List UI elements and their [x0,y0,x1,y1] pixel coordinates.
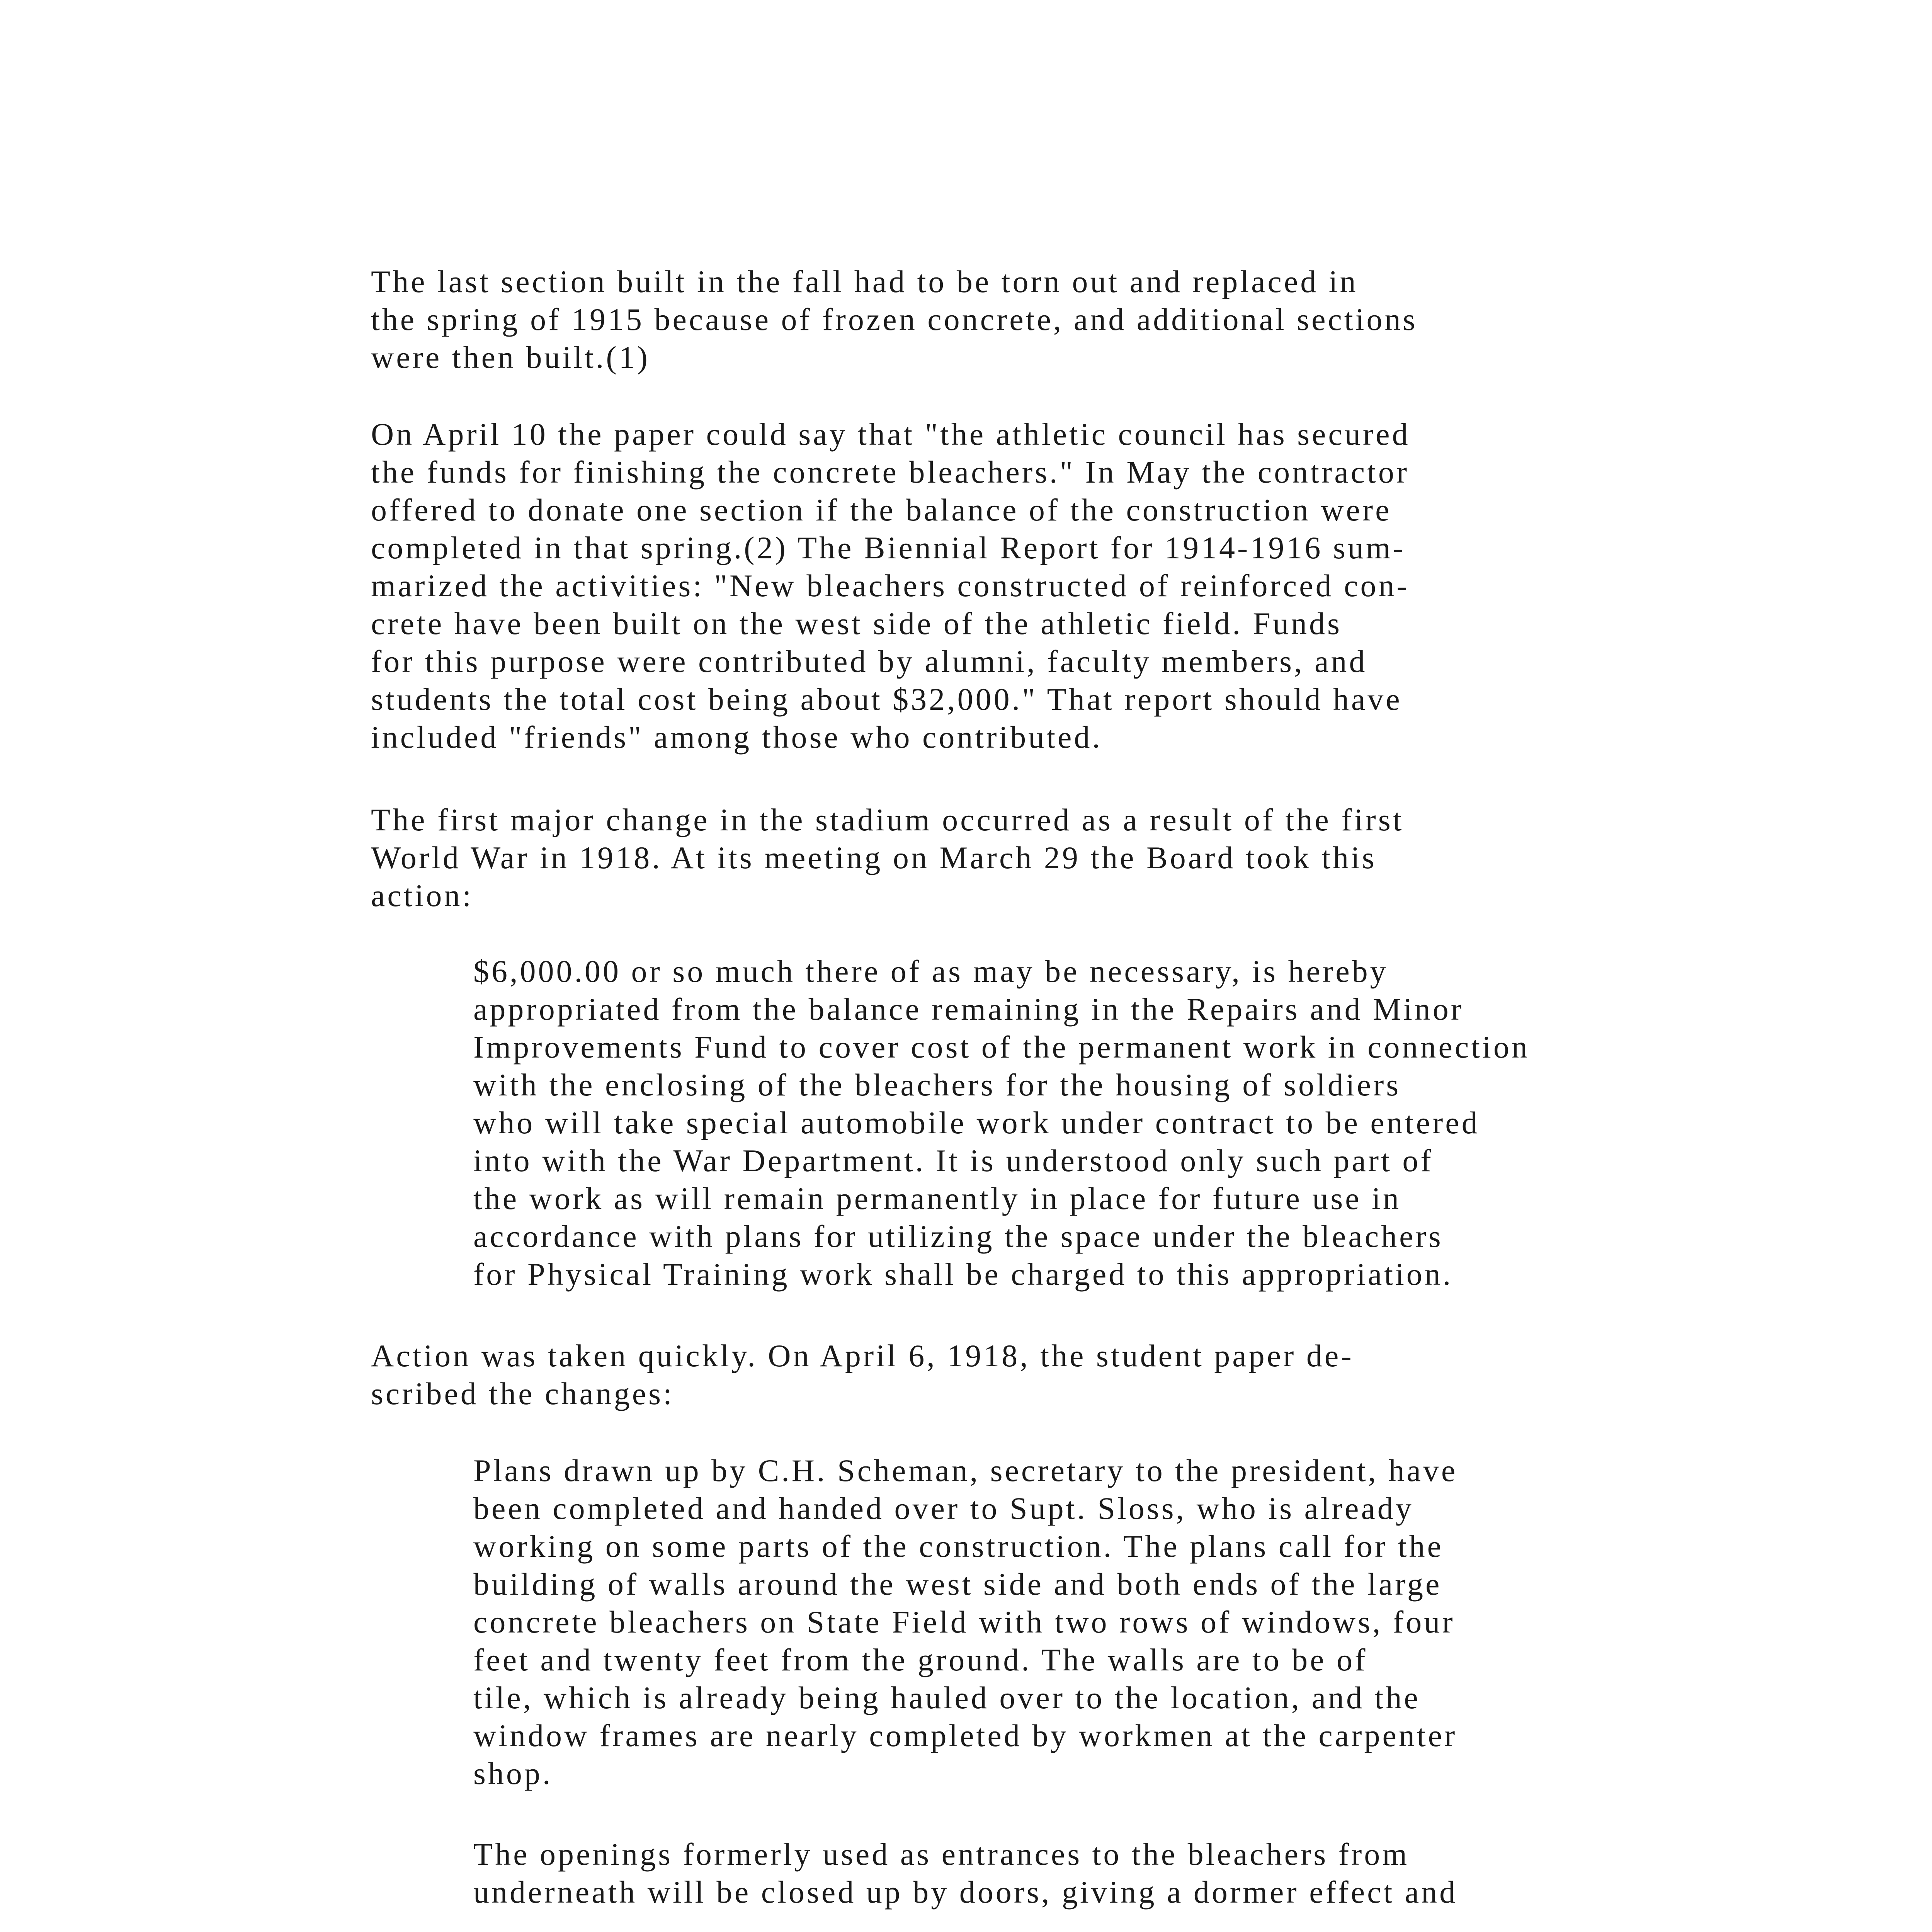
text-line: completed in that spring.(2) The Biennial Report for 1914-1916 sum- [371,530,1406,565]
text-line: into with the War Department. It is understood only such part of [473,1143,1434,1178]
text-line: the funds for finishing the concrete bleachers." In May the contractor [371,454,1410,490]
text-line: offered to donate one section if the balance of the construction were [371,492,1392,527]
text-line: included "friends" among those who contributed. [371,719,1102,755]
text-line: were then built.(1) [371,340,650,375]
text-line: for this purpose were contributed by alumni, faculty members, and [371,644,1367,679]
text-line: with the enclosing of the bleachers for the housing of soldiers [473,1067,1401,1102]
text-line: building of walls around the west side and both ends of the large [473,1566,1442,1602]
text-line: appropriated from the balance remaining in the Repairs and Minor [473,992,1464,1027]
text-line: underneath will be closed up by doors, giving a dormer effect and [473,1874,1458,1910]
text-line: concrete bleachers on State Field with two rows of windows, four [473,1604,1455,1639]
text-line: Plans drawn up by C.H. Scheman, secretary to the president, have [473,1453,1458,1488]
text-line: window frames are nearly completed by workmen at the carpenter [473,1718,1458,1753]
text-line: shop. [473,1756,553,1791]
text-line: The last section built in the fall had to be torn out and replaced in [371,264,1358,299]
body-paragraph [371,801,1747,915]
text-line: The openings formerly used as entrances to the bleachers from [473,1837,1410,1872]
text-line: On April 10 the paper could say that "the athletic council has secured [371,417,1410,452]
text-line: the work as will remain permanently in place for future use in [473,1181,1401,1216]
text-line: World War in 1918. At its meeting on March 29 the Board took this [371,840,1377,875]
body-paragraph [371,1337,1747,1413]
text-line: accordance with plans for utilizing the space under the bleachers [473,1219,1443,1254]
text-line: crete have been built on the west side of the athletic field. Funds [371,606,1342,641]
text-line: for Physical Training work shall be charged to this appropriation. [473,1257,1453,1292]
text-line: marized the activities: "New bleachers constructed of reinforced con- [371,568,1410,603]
text-line: $6,000.00 or so much there of as may be necessary, is hereby [473,954,1388,989]
text-line: scribed the changes: [371,1376,674,1411]
block-quote [473,1452,1768,1793]
text-line: been completed and handed over to Supt. Sloss, who is already [473,1491,1414,1526]
body-paragraph [371,263,1747,376]
text-line: students the total cost being about $32,000." That report should have [371,682,1402,717]
text-line: tile, which is already being hauled over to the location, and the [473,1680,1420,1715]
block-quote [473,1835,1768,1911]
text-line: working on some parts of the construction. The plans call for the [473,1529,1444,1564]
text-line: The first major change in the stadium occurred as a result of the first [371,802,1404,837]
text-line: who will take special automobile work under contract to be entered [473,1105,1480,1140]
block-quote [473,952,1768,1293]
text-line: Action was taken quickly. On April 6, 1918, the student paper de- [371,1338,1354,1373]
body-paragraph [371,415,1747,756]
text-line: action: [371,878,474,913]
text-line: feet and twenty feet from the ground. The walls are to be of [473,1642,1368,1677]
text-line: the spring of 1915 because of frozen concrete, and additional sections [371,302,1418,337]
text-line: Improvements Fund to cover cost of the permanent work in connection [473,1029,1530,1065]
